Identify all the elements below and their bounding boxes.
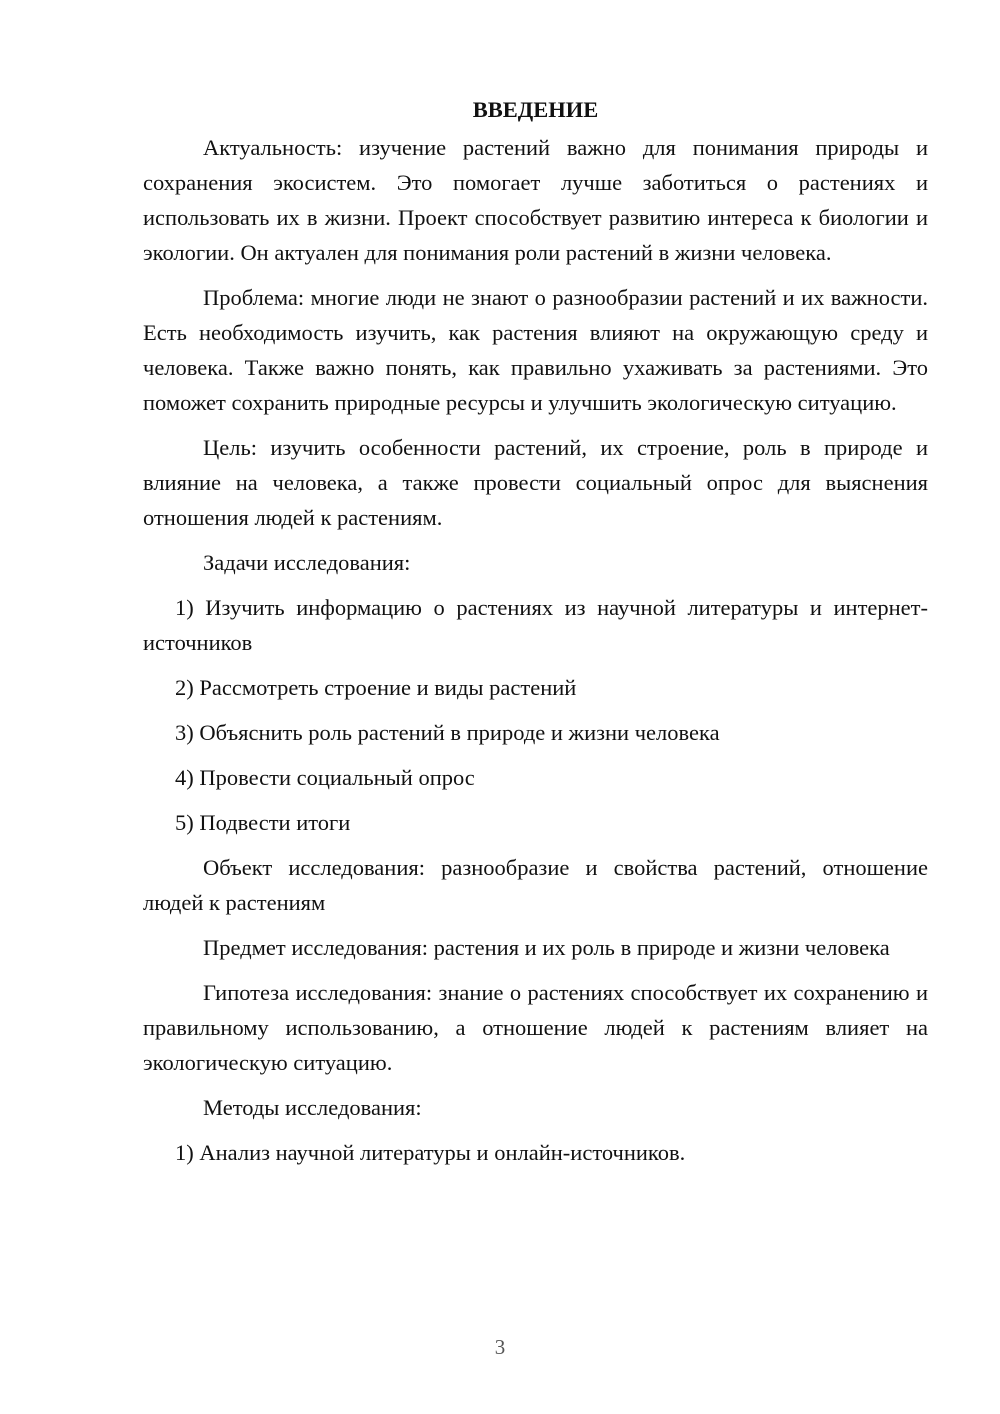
task-item: 3) Объяснить роль растений в природе и жизни человека: [175, 720, 720, 745]
method-item: 1) Анализ научной литературы и онлайн-источников.: [175, 1140, 686, 1165]
paragraph-subject: Предмет исследования: растения и их роль в природе и жизни человека: [203, 935, 890, 960]
paragraph-goal: Цель: изучить особенности растений, их строение, роль в природе и влияние на человека, а также провести социальный опрос для выяснения отношения людей к растениям.: [143, 435, 928, 530]
task-item: 5) Подвести итоги: [175, 810, 351, 835]
section-heading: ВВЕДЕНИЕ: [472, 97, 599, 122]
paragraph-relevance: Актуальность: изучение растений важно для понимания природы и сохранения экосистем. Это помогает лучше заботиться о растениях и использовать их в жизни. Проект способствует развитию интереса к биологии и экологии. Он актуален для понимания роли растений в жизни человека.: [143, 135, 928, 265]
paragraph-problem: Проблема: многие люди не знают о разнообразии растений и их важности. Есть необходимость изучить, как растения влияют на окружающую среду и человека. Также важно понять, как правильно ухаживать за растениями. Это поможет сохранить природные ресурсы и улучшить экологическую ситуацию.: [143, 285, 928, 415]
page-number: 3: [494, 1335, 506, 1359]
paragraph-hypothesis: Гипотеза исследования: знание о растениях способствует их сохранению и правильному использованию, а отношение людей к растениям влияет на экологическую ситуацию.: [143, 980, 928, 1075]
task-item: 2) Рассмотреть строение и виды растений: [175, 675, 577, 700]
paragraph-tasks-heading: Задачи исследования:: [203, 550, 411, 575]
task-item: 1) Изучить информацию о растениях из научной литературы и интернет-источников: [143, 595, 928, 655]
paragraph-methods-heading: Методы исследования:: [203, 1095, 422, 1120]
text-body: [143, 92, 928, 1180]
task-item: 4) Провести социальный опрос: [175, 765, 475, 790]
paragraph-object: Объект исследования: разнообразие и свойства растений, отношение людей к растениям: [143, 855, 928, 915]
